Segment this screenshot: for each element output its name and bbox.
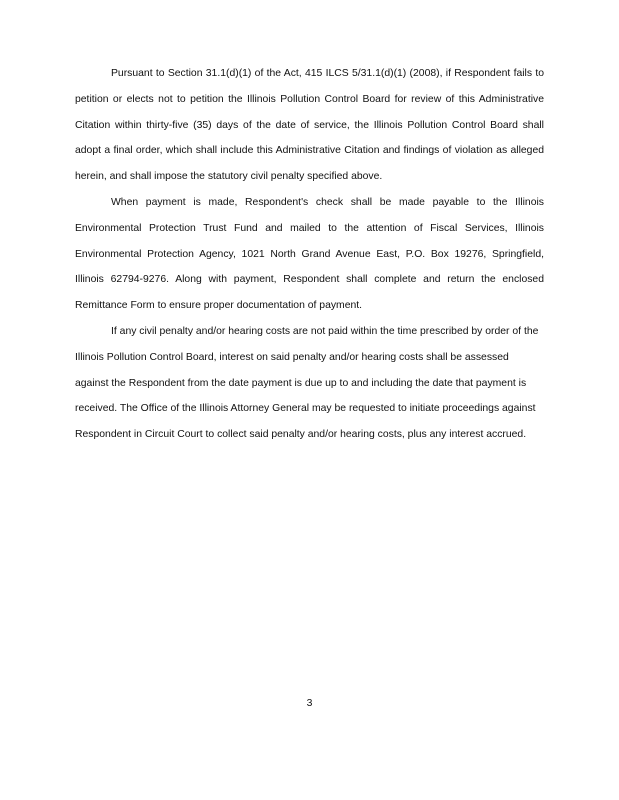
paragraph-penalty-final-order: Pursuant to Section 31.1(d)(1) of the Act, 415 ILCS 5/31.1(d)(1) (2008), if Respondent fails to petition or elects not to petition the Illinois Pollution Control Board for review of this Administrative Citation within thirty-five (35) days of the date of service, the Illinois Pollution Control Board shall adopt a final order, which shall include this Administrative Citation and findings of violation as alleged herein, and shall impose the statutory civil penalty specified above. <box>75 68 544 183</box>
paragraph-interest-collection: If any civil penalty and/or hearing costs are not paid within the time prescribed by order of the Illinois Pollution Control Board, interest on said penalty and/or hearing costs shall be assessed against the Respondent from the date payment is due up to and including the date that payment is received. The Office of the Illinois Attorney General may be requested to initiate proceedings against Respondent in Circuit Court to collect said penalty and/or hearing costs, plus any interest accrued. <box>75 325 539 441</box>
paragraph-payment-instructions: When payment is made, Respondent's check shall be made payable to the Illinois Environmental Protection Trust Fund and mailed to the attention of Fiscal Services, Illinois Environmental Protection Agency, 1021 North Grand Avenue East, P.O. Box 19276, Springfield, Illinois 62794-9276. Along with payment, Respondent shall complete and return the enclosed Remittance Form to ensure proper documentation of payment. <box>75 196 544 312</box>
document-body <box>75 61 544 448</box>
page-number: 3 <box>306 698 313 709</box>
